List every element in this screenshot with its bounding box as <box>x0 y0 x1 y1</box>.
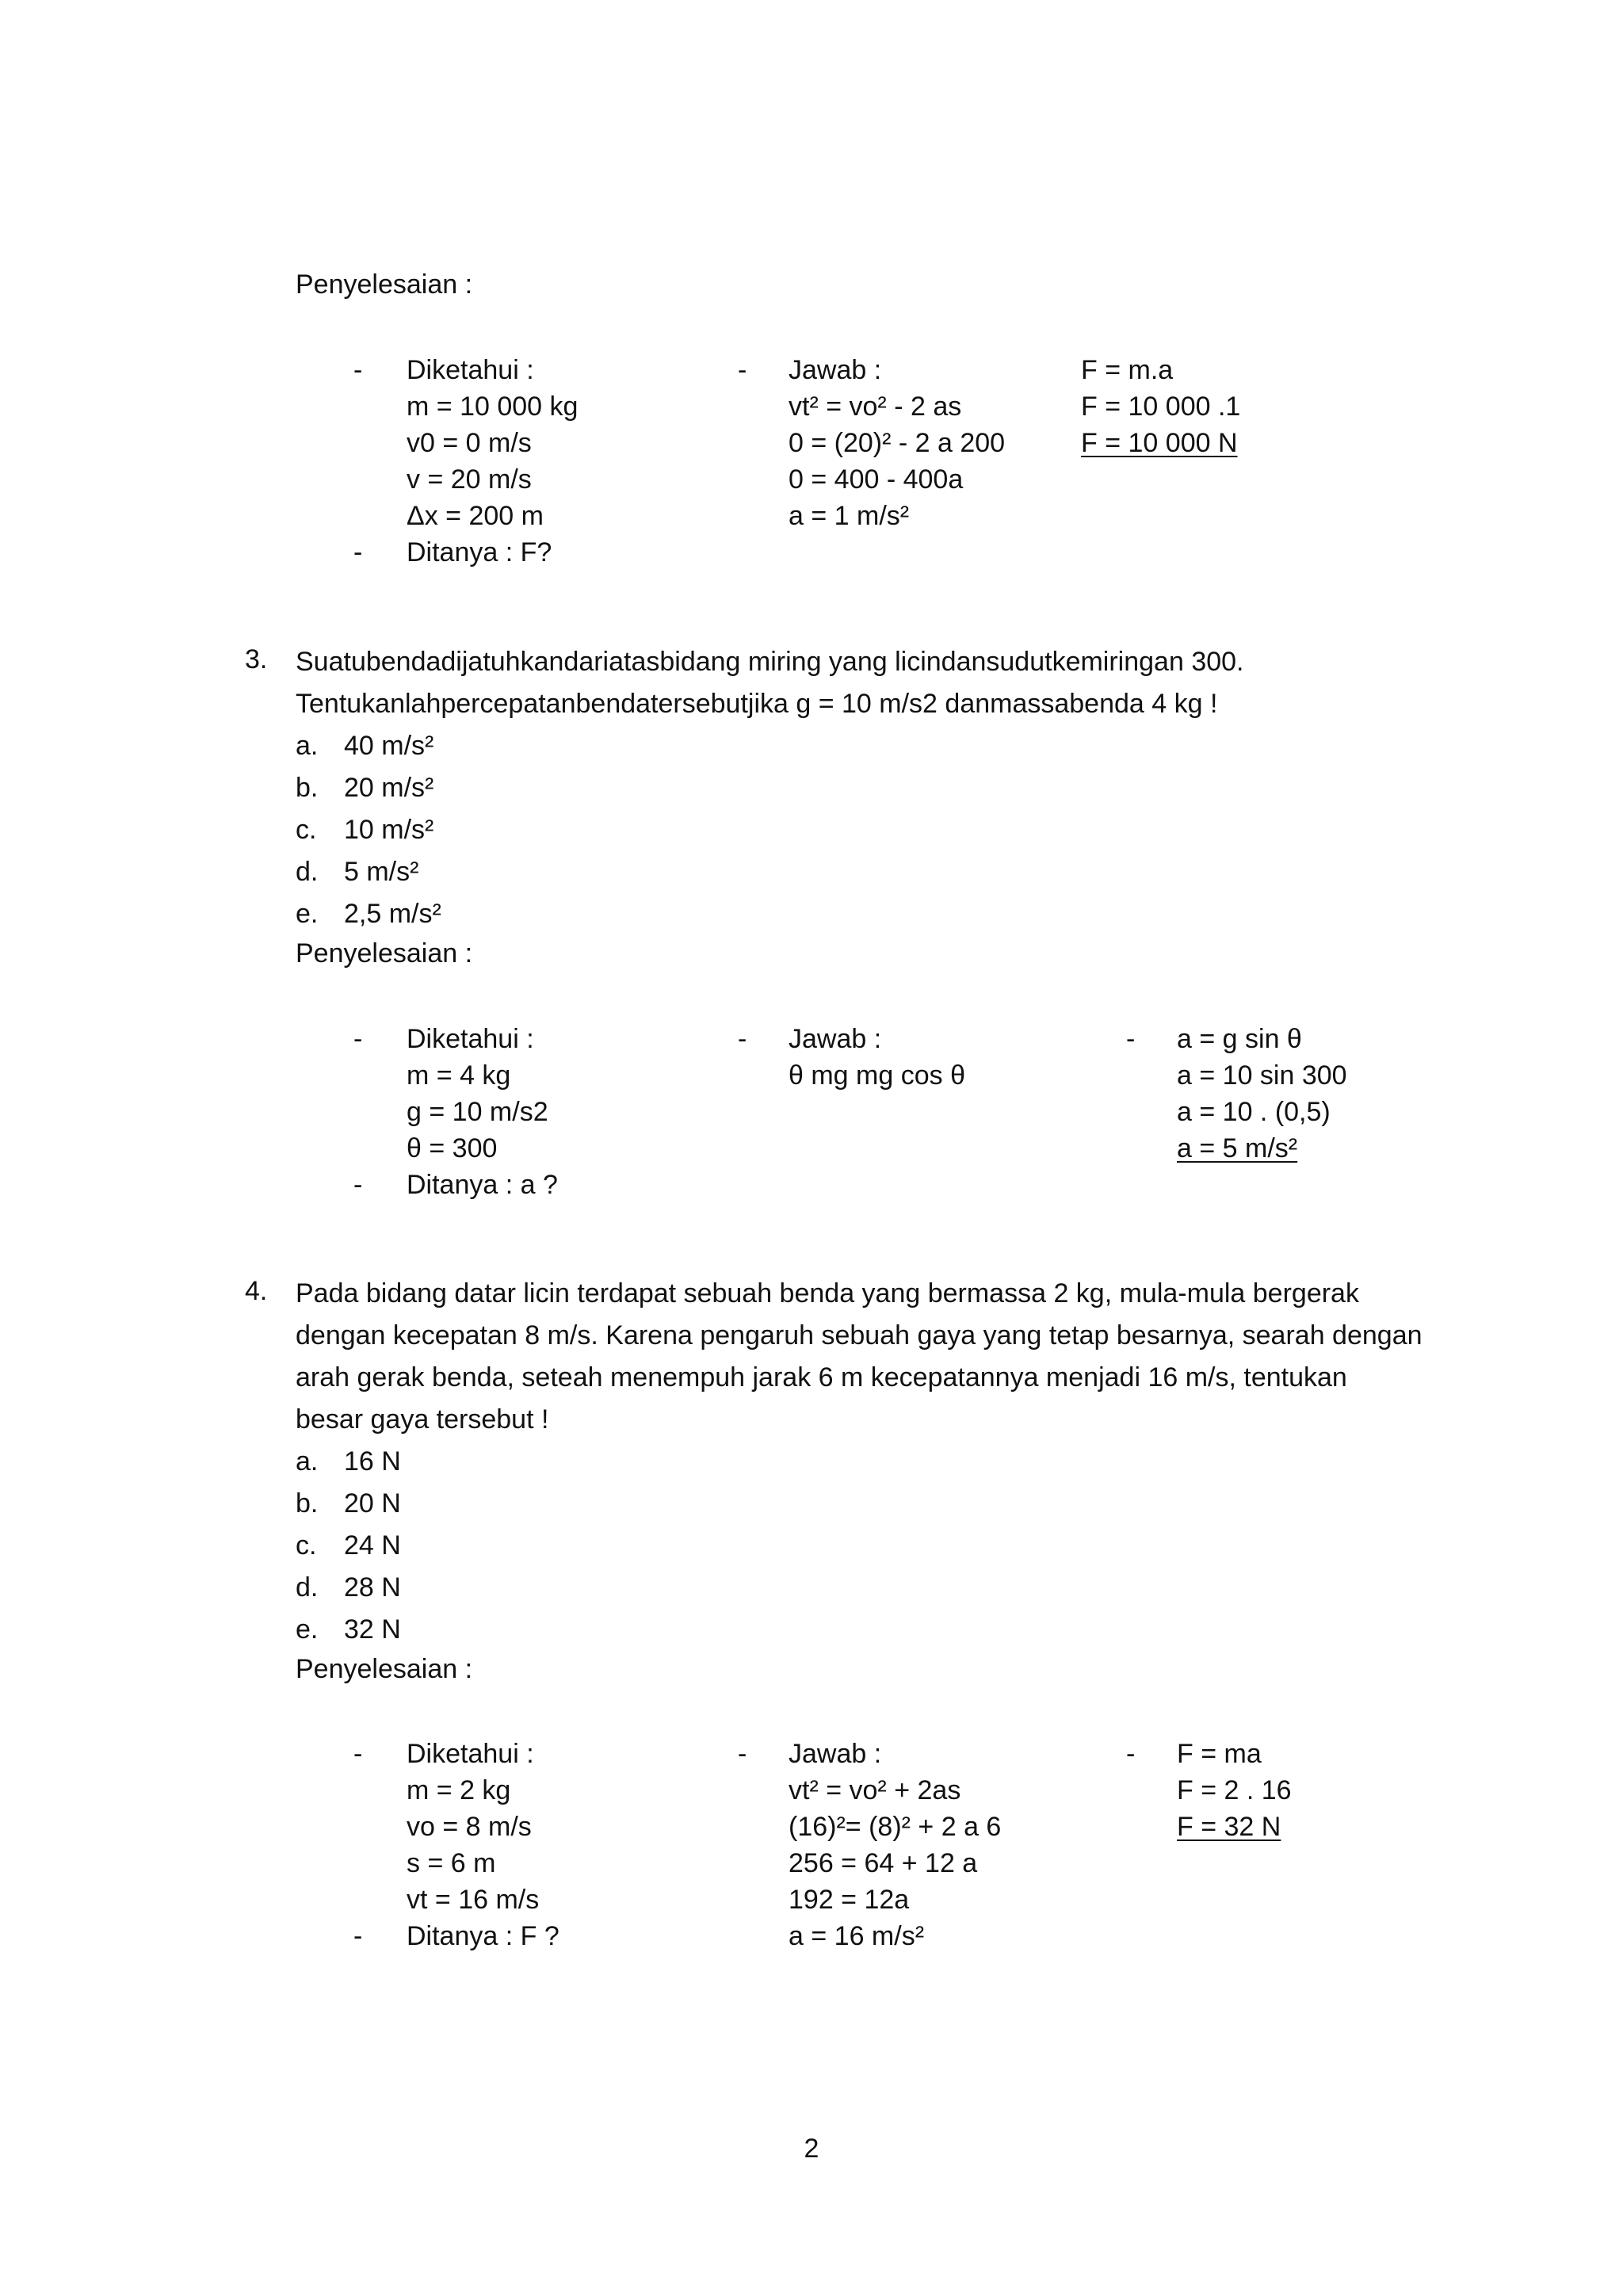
solution-label: Penyelesaian : <box>296 269 473 300</box>
option-text: 32 N <box>344 1614 401 1645</box>
result-final: a = 5 m/s² <box>1177 1133 1298 1163</box>
known-column <box>407 1736 539 1918</box>
known-line: v = 20 m/s <box>407 464 532 495</box>
question-text-line: dengan kecepatan 8 m/s. Karena pengaruh sebuah gaya yang tetap besarnya, searah dengan <box>296 1320 1423 1350</box>
question-text-line: besar gaya tersebut ! <box>296 1404 549 1435</box>
known-line: Δx = 200 m <box>407 501 544 531</box>
result-column <box>1177 1021 1347 1167</box>
option-letter: c. <box>296 815 317 845</box>
known-title: Diketahui : <box>407 1739 534 1769</box>
result-line: F = ma <box>1177 1739 1262 1769</box>
option-text: 2,5 m/s² <box>344 899 441 929</box>
question-number: 3. <box>245 644 268 674</box>
answer-line: 256 = 64 + 12 a <box>789 1848 978 1878</box>
solution-label: Penyelesaian : <box>296 938 473 968</box>
result-line: a = 10 . (0,5) <box>1177 1097 1331 1127</box>
options-text <box>344 1441 401 1651</box>
question-text-line: Suatubendadijatuhkandariatasbidang miring yang licindansudutkemiringan 300. <box>296 647 1244 677</box>
option-letter: e. <box>296 1614 319 1645</box>
answer-line: 0 = 400 - 400a <box>789 464 964 495</box>
answer-title: Jawab : <box>789 1024 882 1054</box>
dash-bullet: - <box>353 355 363 385</box>
known-column <box>407 352 578 534</box>
option-text: 28 N <box>344 1572 401 1603</box>
question-text-line: arah gerak benda, seteah menempuh jarak 6 m kecepatannya menjadi 16 m/s, tentukan <box>296 1362 1347 1392</box>
known-line: vo = 8 m/s <box>407 1812 532 1842</box>
option-letter: c. <box>296 1530 317 1561</box>
option-text: 20 N <box>344 1488 401 1519</box>
answer-line: 0 = (20)² - 2 a 200 <box>789 428 1006 458</box>
known-line: m = 4 kg <box>407 1060 511 1091</box>
result-line: F = m.a <box>1081 355 1174 385</box>
answer-column <box>789 1021 965 1094</box>
known-line: v0 = 0 m/s <box>407 428 532 458</box>
options-text <box>344 725 441 935</box>
dash-bullet: - <box>353 1921 363 1951</box>
question-number: 4. <box>245 1276 268 1306</box>
result-column <box>1177 1736 1292 1845</box>
dash-bullet: - <box>738 1024 747 1054</box>
answer-line: vt² = vo² + 2as <box>789 1775 961 1805</box>
question-text <box>296 641 1244 725</box>
option-letter: b. <box>296 773 319 803</box>
dash-bullet: - <box>738 355 747 385</box>
question-text <box>296 1273 1423 1441</box>
option-text: 20 m/s² <box>344 773 434 803</box>
result-column <box>1081 352 1240 461</box>
dash-bullet: - <box>353 1739 363 1769</box>
solution-label: Penyelesaian : <box>296 1654 473 1684</box>
dash-bullet: - <box>1126 1024 1136 1054</box>
option-text: 16 N <box>344 1446 401 1477</box>
known-line: vt = 16 m/s <box>407 1885 540 1915</box>
option-text: 5 m/s² <box>344 857 419 887</box>
known-line: m = 2 kg <box>407 1775 511 1805</box>
known-column <box>407 1021 548 1167</box>
result-line: a = 10 sin 300 <box>1177 1060 1347 1091</box>
option-letter: a. <box>296 1446 319 1477</box>
answer-line: vt² = vo² - 2 as <box>789 392 962 422</box>
asked-line: Ditanya : a ? <box>407 1170 558 1200</box>
question-text-line: Pada bidang datar licin terdapat sebuah benda yang bermassa 2 kg, mula-mula bergerak <box>296 1278 1359 1308</box>
dash-bullet: - <box>738 1739 747 1769</box>
dash-bullet: - <box>353 1170 363 1200</box>
page-number: 2 <box>804 2134 819 2164</box>
dash-bullet: - <box>353 1024 363 1054</box>
option-text: 40 m/s² <box>344 731 434 761</box>
result-final: F = 32 N <box>1177 1812 1281 1842</box>
option-letter: d. <box>296 857 319 887</box>
result-line: F = 10 000 .1 <box>1081 392 1241 422</box>
answer-column <box>789 1736 1001 1954</box>
result-line: F = 2 . 16 <box>1177 1775 1292 1805</box>
option-letter: a. <box>296 731 319 761</box>
known-line: g = 10 m/s2 <box>407 1097 548 1127</box>
answer-line: a = 1 m/s² <box>789 501 910 531</box>
answer-title: Jawab : <box>789 1739 882 1769</box>
known-line: s = 6 m <box>407 1848 496 1878</box>
answer-title: Jawab : <box>789 355 882 385</box>
known-line: θ = 300 <box>407 1133 498 1163</box>
option-letter: d. <box>296 1572 319 1603</box>
known-title: Diketahui : <box>407 1024 534 1054</box>
options-list <box>296 725 318 935</box>
known-line: m = 10 000 kg <box>407 392 579 422</box>
option-text: 10 m/s² <box>344 815 434 845</box>
option-text: 24 N <box>344 1530 401 1561</box>
options-list <box>296 1441 318 1651</box>
asked-line: Ditanya : F ? <box>407 1921 559 1951</box>
result-line: a = g sin θ <box>1177 1024 1302 1054</box>
dash-bullet: - <box>1126 1739 1136 1769</box>
answer-line: 192 = 12a <box>789 1885 910 1915</box>
answer-line: (16)²= (8)² + 2 a 6 <box>789 1812 1002 1842</box>
answer-line: θ mg mg cos θ <box>789 1060 965 1091</box>
option-letter: b. <box>296 1488 319 1519</box>
known-title: Diketahui : <box>407 355 534 385</box>
answer-column <box>789 352 1005 534</box>
answer-line: a = 16 m/s² <box>789 1921 925 1951</box>
asked-line: Ditanya : F? <box>407 537 552 567</box>
dash-bullet: - <box>353 537 363 567</box>
question-text-line: Tentukanlahpercepatanbendatersebutjika g = 10 m/s2 danmassabenda 4 kg ! <box>296 689 1218 719</box>
result-final: F = 10 000 N <box>1081 428 1238 458</box>
option-letter: e. <box>296 899 319 929</box>
